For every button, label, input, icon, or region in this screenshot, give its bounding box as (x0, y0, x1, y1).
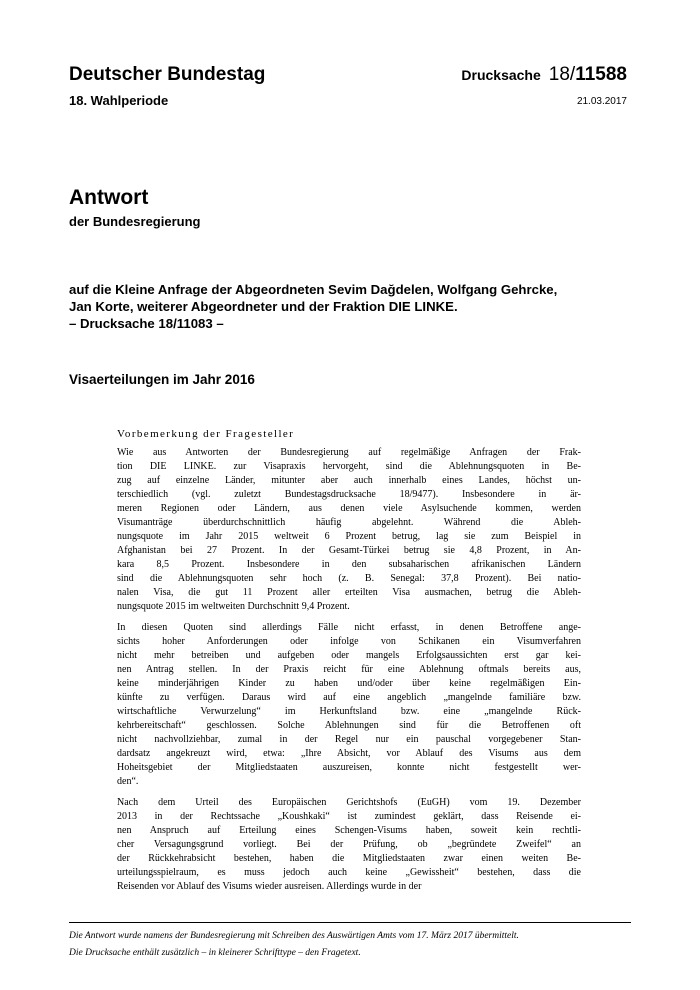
body-line: kehrbereitschaft“ geschlossen. Solche Ablehnungen sind für die Betroffenen oft (117, 720, 581, 731)
body-line: wirtschaftliche Verwurzelung“ im Herkunftsland bzw. eine „mangelnde Rück- (117, 706, 581, 717)
body-line: nalen Visa, die gut 11 Prozent aller erteilten Visa ausmachen, betrug die Ableh- (117, 587, 581, 598)
body-line: nungsquote 2015 im weltweiten Durchschnitt 9,4 Prozent. (117, 601, 350, 612)
inquiry-reference (69, 281, 639, 332)
preliminary-heading: Vorbemerkung der Fragesteller (117, 428, 295, 440)
body-line: tion DIE LINKE. zur Visapraxis hervorgeht, sind die Ablehnungsquoten in Be- (117, 461, 581, 472)
body-line: Reisenden vor Ablauf des Visums wieder ausreisen. Allerdings wurde in der (117, 881, 422, 892)
organization-name: Deutscher Bundestag (69, 64, 266, 85)
body-line: sichts hoher Anforderungen oder infolge von Schikanen ein Visumverfahren (117, 636, 581, 647)
body-line: künfte zu verfügen. Daraus wird auf eine angeblich „mangelnde familiäre bzw. (117, 692, 581, 703)
body-line: In diesen Quoten sind allerdings Fälle nicht erfasst, in denen Betroffene ange- (117, 622, 581, 633)
document-number-main: 11588 (575, 64, 627, 85)
body-line: zug auf einzelne Länder, mitunter aber auch innerhalb eines Landes, höchst un- (117, 475, 581, 486)
body-line: Afghanistan bei 27 Prozent. In der Gesamt-Türkei betrug sie 4,8 Prozent, in An- (117, 545, 581, 556)
topic-heading: Visaerteilungen im Jahr 2016 (69, 372, 255, 387)
footer-notes (69, 928, 519, 962)
document-date: 21.03.2017 (576, 96, 627, 107)
inquiry-line: auf die Kleine Anfrage der Abgeordneten Sevim Dağdelen, Wolfgang Gehrcke, (69, 282, 558, 297)
body-line: urteilungsspielraum, es muss jedoch auch keine „Gewissheit“ bestehen, dass die (117, 867, 581, 878)
body-line: nungsquote im Jahr 2015 weltweit 6 Prozent betrug, lag sie zum Beispiel in (117, 531, 581, 542)
body-line: 2013 in der Rechtssache „Koushkaki“ ist zumindest geklärt, dass Reisende ei- (117, 811, 581, 822)
body-line: sind die Ablehnungsquoten sehr hoch (z. B. Senegal: 37,8 Prozent). Bei natio- (117, 573, 581, 584)
footer-divider (69, 922, 631, 923)
body-line: Visumanträge überdurchschnittlich häufig abgelehnt. Während die Ableh- (117, 517, 581, 528)
body-line: Hoheitsgebiet der Mitgliedstaaten auszureisen, konnte nicht festgestellt wer- (117, 762, 581, 773)
inquiry-line: – Drucksache 18/11083 – (69, 316, 224, 331)
inquiry-line: Jan Korte, weiterer Abgeordneter und der Fraktion DIE LINKE. (69, 299, 458, 314)
body-line: nen Antrag stellen. In der Praxis reicht für eine Ablehnung oftmals bereits aus, (117, 664, 581, 675)
document-number-prefix: 18/ (548, 64, 576, 85)
footer-note-transmission: Die Antwort wurde namens der Bundesregierung mit Schreiben des Auswärtigen Amts vom 17. März 2017 übermittelt. (69, 931, 519, 941)
body-line: dardsatz angekreuzt wird, etwa: „Ihre Absicht, vor Ablauf des Visums aus dem (117, 748, 581, 759)
footer-note-typeface: Die Drucksache enthält zusätzlich – in kleinerer Schrifttype – den Fragetext. (69, 948, 361, 958)
header-left (69, 63, 265, 108)
document-label: Drucksache (461, 67, 541, 83)
header-right (461, 63, 627, 107)
body-line: Nach dem Urteil des Europäischen Gerichtshofs (EuGH) vom 19. Dezember (117, 797, 581, 808)
body-line: terschiedlich (vgl. zuletzt Bundestagsdrucksache 18/9477). Insbesondere in är- (117, 489, 581, 500)
document-title: Antwort (69, 186, 149, 209)
body-line: keine minderjährigen Kinder zu haben und/oder über keine regelmäßigen Ein- (117, 678, 581, 689)
body-line: nicht nachvollziehbar, zumal in der Regel nur ein pauschal vorgegebener Stan- (117, 734, 581, 745)
preliminary-body (117, 446, 581, 894)
body-line: nen Anspruch auf Erteilung eines Schengen-Visums haben, soweit kein rechtli- (117, 825, 581, 836)
body-line: nicht mehr betreiben und aufgeben oder mangels Erfolgsaussichten erst gar kei- (117, 650, 581, 661)
document-number (461, 63, 627, 88)
legislative-period: 18. Wahlperiode (69, 93, 169, 108)
body-line: cher Versagungsgrund vorliegt. Bei der Prüfung, ob „begründete Zweifel“ an (117, 839, 581, 850)
body-line: meren Regionen oder Ländern, aus denen viele Asylsuchende kommen, werden (117, 503, 581, 514)
body-line: der Rückkehrabsicht bestehen, haben die Mitgliedstaaten zwar einen weiten Be- (117, 853, 581, 864)
document-subtitle: der Bundesregierung (69, 214, 201, 229)
body-line: Wie aus Antworten der Bundesregierung auf regelmäßige Anfragen der Frak- (117, 447, 581, 458)
body-line: den“. (117, 776, 139, 787)
body-line: kara 8,5 Prozent. Insbesondere in den subsaharischen afrikanischen Ländern (117, 559, 581, 570)
